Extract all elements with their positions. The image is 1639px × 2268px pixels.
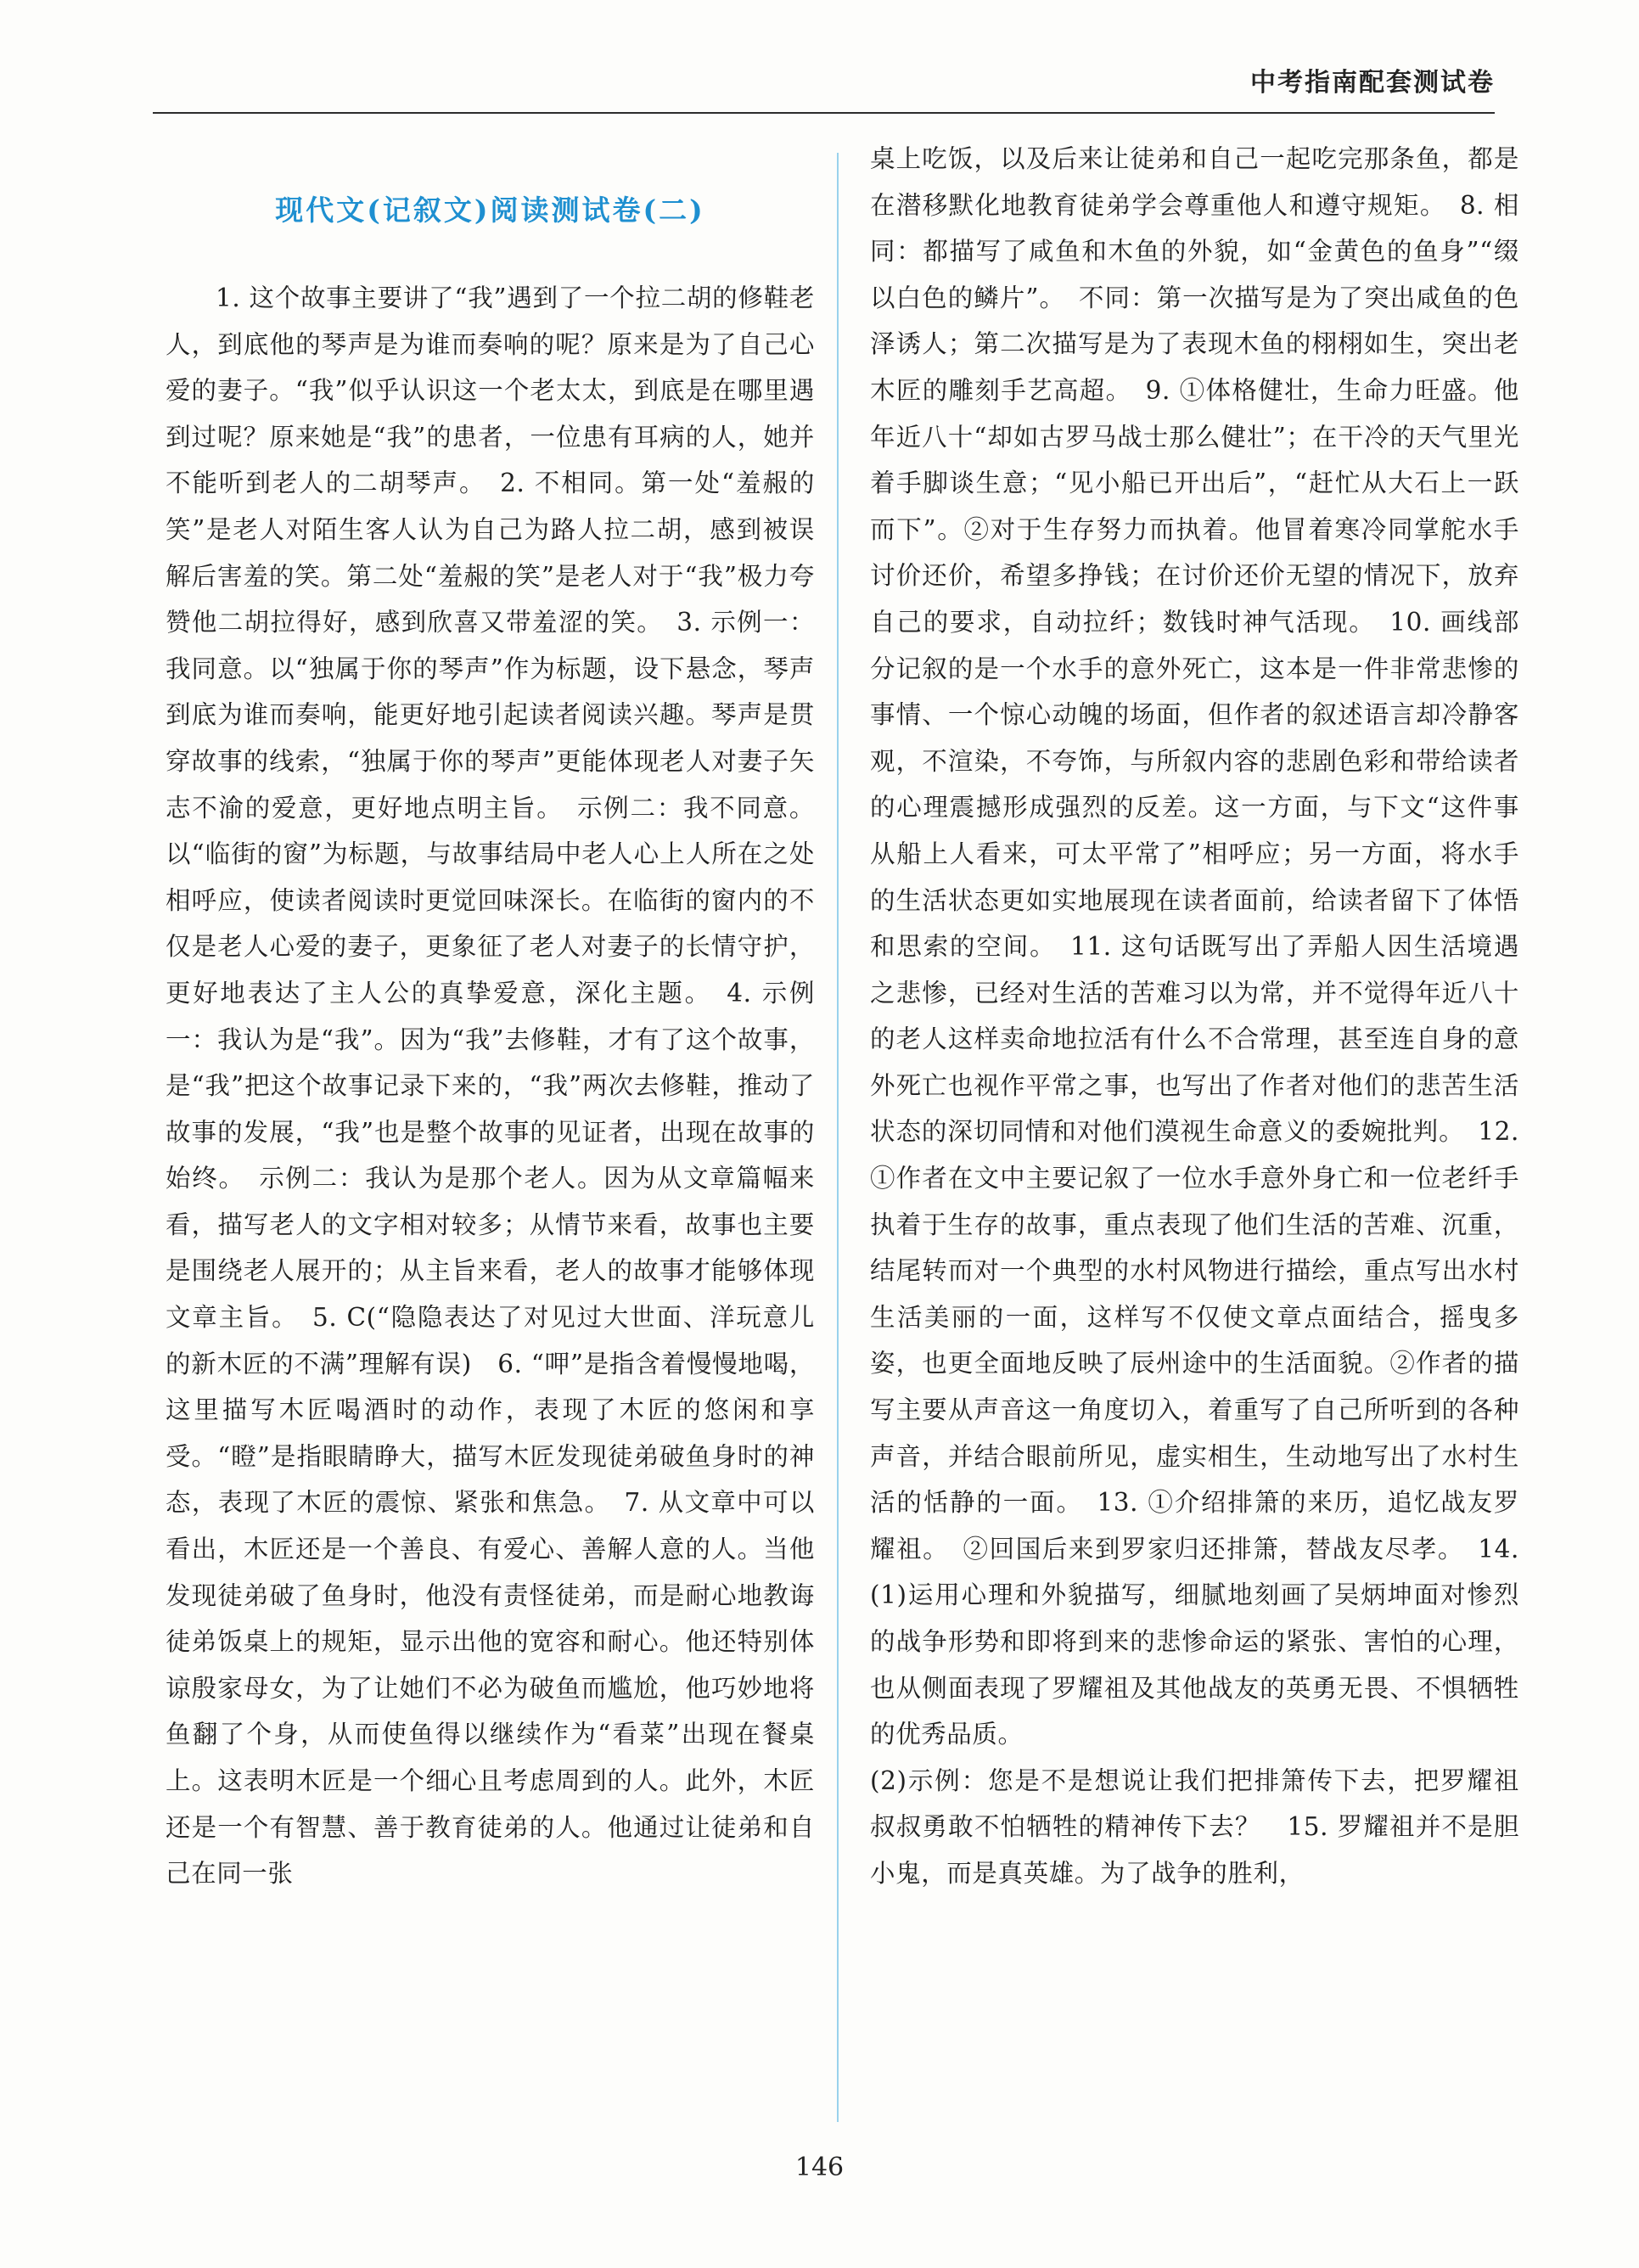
left-column <box>166 136 815 1897</box>
answer-paragraph-sub: (2)示例：您是不是想说让我们把排箫传下去，把罗耀祖叔叔勇敢不怕牺牲的精神传下去？ 15. 罗耀祖并不是胆小鬼，而是真英雄。为了战争的胜利， <box>870 1766 1519 1888</box>
page-number: 146 <box>794 2153 845 2182</box>
section-title: 现代文(记叙文)阅读测试卷(二) <box>275 194 705 227</box>
answer-paragraph: 1. 这个故事主要讲了“我”遇到了一个拉二胡的修鞋老人，到底他的琴声是为谁而奏响的呢？原来是为了自己心爱的妻子。“我”似乎认识这一个老太太，到底是在哪里遇到过呢？原来她是“我”的患者，一位患有耳病的人，她并不能听到老人的二胡琴声。 2. 不相同。第一处“羞赧的笑”是老人对陌生客人认为自己为路人拉二胡，感到被误解后害羞的笑。第二处“羞赧的笑”是老人对于“我”极力夸赞他二胡拉得好，感到欣喜又带羞涩的笑。 3. 示例一：我同意。以“独属于你的琴声”作为标题，设下悬念，琴声到底为谁而奏响，能更好地引起读者阅读兴趣。琴声是贯穿故事的线索，“独属于你的琴声”更能体现老人对妻子矢志不渝的爱意，更好地点明主旨。 示例二：我不同意。以“临街的窗”为标题，与故事结局中老人心上人所在之处相呼应，使读者阅读时更觉回味深长。在临街的窗内的不仅是老人心爱的妻子，更象征了老人对妻子的长情守护，更好地表达了主人公的真挚爱意，深化主题。 4. 示例一：我认为是“我”。因为“我”去修鞋，才有了这个故事，是“我”把这个故事记录下来的，“我”两次去修鞋，推动了故事的发展，“我”也是整个故事的见证者，出现在故事的始终。 示例二：我认为是那个老人。因为从文章篇幅来看，描写老人的文字相对较多；从情节来看，故事也主要是围绕老人展开的；从主旨来看，老人的故事才能够体现文章主旨。 5. C(“隐隐表达了对见过大世面、洋玩意儿的新木匠的不满”理解有误) 6. “呷”是指含着慢慢地喝，这里描写木匠喝酒时的动作，表现了木匠的悠闲和享受。“瞪”是指眼睛睁大，描写木匠发现徒弟破鱼身时的神态，表现了木匠的震惊、紧张和焦急。 7. 从文章中可以看出，木匠还是一个善良、有爱心、善解人意的人。当他发现徒弟破了鱼身时，他没有责怪徒弟，而是耐心地教诲徒弟饭桌上的规矩，显示出他的宽容和耐心。他还特别体谅殷家母女，为了让她们不必为破鱼而尴尬，他巧妙地将鱼翻了个身，从而使鱼得以继续作为“看菜”出现在餐桌上。这表明木匠是一个细心且考虑周到的人。此外，木匠还是一个有智慧、善于教育徒弟的人。他通过让徒弟和自己在同一张 <box>166 284 815 1889</box>
running-header: 中考指南配套测试卷 <box>1250 68 1495 98</box>
header-rule <box>153 112 1495 114</box>
answer-paragraph-continued: 桌上吃饭，以及后来让徒弟和自己一起吃完那条鱼，都是在潜移默化地教育徒弟学会尊重他人和遵守规矩。 8. 相同：都描写了咸鱼和木鱼的外貌，如“金黄色的鱼身”“缀以白色的鳞片”。 不同：第一次描写是为了突出咸鱼的色泽诱人；第二次描写是为了表现木鱼的栩栩如生，突出老木匠的雕刻手艺高超。 9. ①体格健壮，生命力旺盛。他年近八十“却如古罗马战士那么健壮”；在干冷的天气里光着手脚谈生意；“见小船已开出后”，“赶忙从大石上一跃而下”。②对于生存努力而执着。他冒着寒冷同掌舵水手讨价还价，希望多挣钱；在讨价还价无望的情况下，放弃自己的要求，自动拉纤；数钱时神气活现。 10. 画线部分记叙的是一个水手的意外死亡，这本是一件非常悲惨的事情、一个惊心动魄的场面，但作者的叙述语言却冷静客观，不渲染，不夸饰，与所叙内容的悲剧色彩和带给读者的心理震撼形成强烈的反差。这一方面，与下文“这件事从船上人看来，可太平常了”相呼应；另一方面，将水手的生活状态更如实地展现在读者面前，给读者留下了体悟和思索的空间。 11. 这句话既写出了弄船人因生活境遇之悲惨，已经对生活的苦难习以为常，并不觉得年近八十的老人这样卖命地拉活有什么不合常理，甚至连自身的意外死亡也视作平常之事，也写出了作者对他们的悲苦生活状态的深切同情和对他们漠视生命意义的委婉批判。 12. ①作者在文中主要记叙了一位水手意外身亡和一位老纤手执着于生存的故事，重点表现了他们生活的苦难、沉重，结尾转而对一个典型的水村风物进行描绘，重点写出水村生活美丽的一面，这样写不仅使文章点面结合，摇曳多姿，也更全面地反映了辰州途中的生活面貌。②作者的描写主要从声音这一角度切入，着重写了自己所听到的各种声音，并结合眼前所见，虚实相生，生动地写出了水村生活的恬静的一面。 13. ①介绍排箫的来历，追忆战友罗耀祖。 ②回国后来到罗家归还排箫，替战友尽孝。 14. (1)运用心理和外貌描写，细腻地刻画了吴炳坤面对惨烈的战争形势和即将到来的悲惨命运的紧张、害怕的心理，也从侧面表现了罗耀祖及其他战友的英勇无畏、不惧牺牲的优秀品质。 <box>870 144 1519 1749</box>
right-column <box>870 136 1519 1897</box>
column-divider <box>837 153 839 2122</box>
